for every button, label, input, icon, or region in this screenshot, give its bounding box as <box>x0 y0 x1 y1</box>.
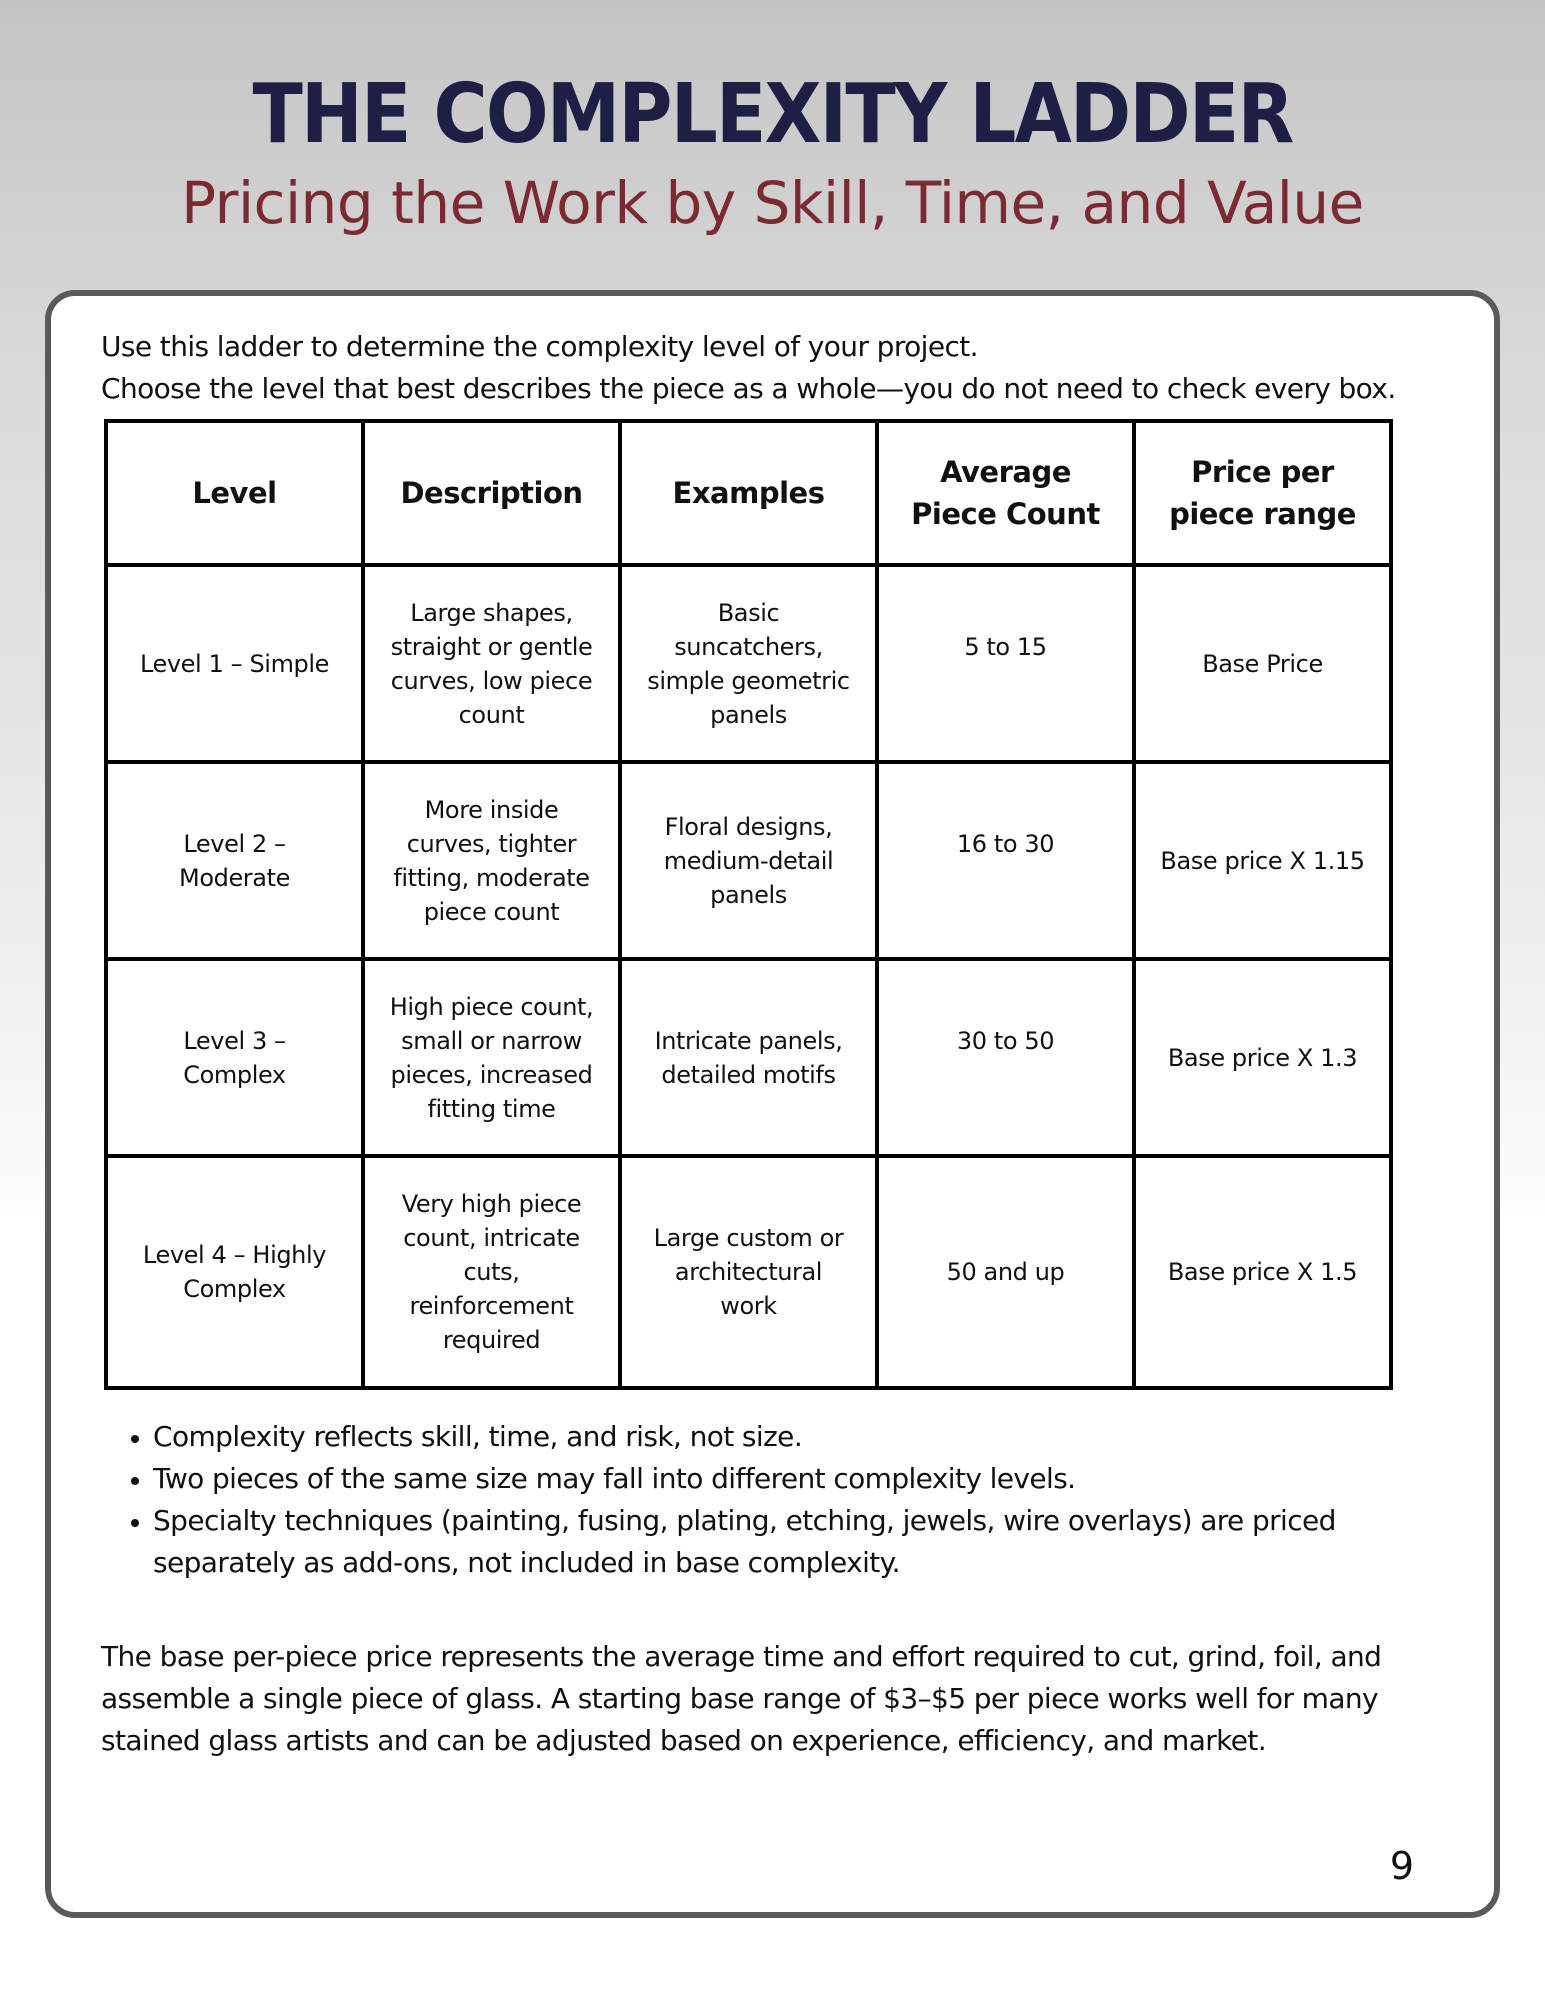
list-item: • Two pieces of the same size may fall into different complexity levels. <box>153 1458 1483 1500</box>
cell-description: High piece count, small or narrow pieces, increased fitting time <box>363 959 620 1156</box>
cell-price: Base Price <box>1134 565 1391 762</box>
table-row <box>106 1156 1391 1388</box>
cell-piece-count: 30 to 50 <box>877 959 1134 1156</box>
cell-level: Level 1 – Simple <box>106 565 363 762</box>
cell-examples: Basic suncatchers, simple geometric panels <box>620 565 877 762</box>
list-item: • Complexity reflects skill, time, and risk, not size. <box>153 1416 1483 1458</box>
cell-examples: Floral designs, medium-detail panels <box>620 762 877 959</box>
cell-level: Level 3 – Complex <box>106 959 363 1156</box>
cell-price: Base price X 1.15 <box>1134 762 1391 959</box>
intro-line-2: Choose the level that best describes the piece as a whole—you do not need to check every box. <box>101 372 1396 405</box>
header-price-per-piece-range: Price per piece range <box>1134 421 1391 565</box>
cell-piece-count: 16 to 30 <box>877 762 1134 959</box>
table-row <box>106 959 1391 1156</box>
table-row <box>106 762 1391 959</box>
header-examples: Examples <box>620 421 877 565</box>
content-panel <box>45 290 1500 1918</box>
intro-text <box>101 326 1396 410</box>
table-header-row <box>106 421 1391 565</box>
cell-examples: Intricate panels, detailed motifs <box>620 959 877 1156</box>
cell-description: Large shapes, straight or gentle curves, low piece count <box>363 565 620 762</box>
cell-level: Level 2 – Moderate <box>106 762 363 959</box>
intro-line-1: Use this ladder to determine the complexity level of your project. <box>101 330 978 363</box>
cell-description: Very high piece count, intricate cuts, reinforcement required <box>363 1156 620 1388</box>
header-average-piece-count: Average Piece Count <box>877 421 1134 565</box>
header-description: Description <box>363 421 620 565</box>
cell-description: More inside curves, tighter fitting, moderate piece count <box>363 762 620 959</box>
summary-paragraph: The base per-piece price represents the average time and effort required to cut, grind, foil, and assemble a single piece of glass. A starting base range of $3–$5 per piece works well for many stained glass artists and can be adjusted based on experience, efficiency, and market. <box>101 1640 1382 1757</box>
page-number: 9 <box>1389 1844 1414 1888</box>
cell-price: Base price X 1.3 <box>1134 959 1391 1156</box>
cell-piece-count: 50 and up <box>877 1156 1134 1388</box>
cell-price: Base price X 1.5 <box>1134 1156 1391 1388</box>
page-title: THE COMPLEXITY LADDER <box>252 67 1293 162</box>
notes-list <box>101 1416 1483 1584</box>
list-item: • Specialty techniques (painting, fusing, plating, etching, jewels, wire overlays) are priced separately as add-ons, not included in base complexity. <box>153 1500 1483 1584</box>
table-row <box>106 565 1391 762</box>
header-level: Level <box>106 421 363 565</box>
complexity-ladder-table <box>104 419 1393 1390</box>
cell-level: Level 4 – Highly Complex <box>106 1156 363 1388</box>
page-subtitle: Pricing the Work by Skill, Time, and Value <box>181 169 1364 237</box>
cell-examples: Large custom or architectural work <box>620 1156 877 1388</box>
cell-piece-count: 5 to 15 <box>877 565 1134 762</box>
